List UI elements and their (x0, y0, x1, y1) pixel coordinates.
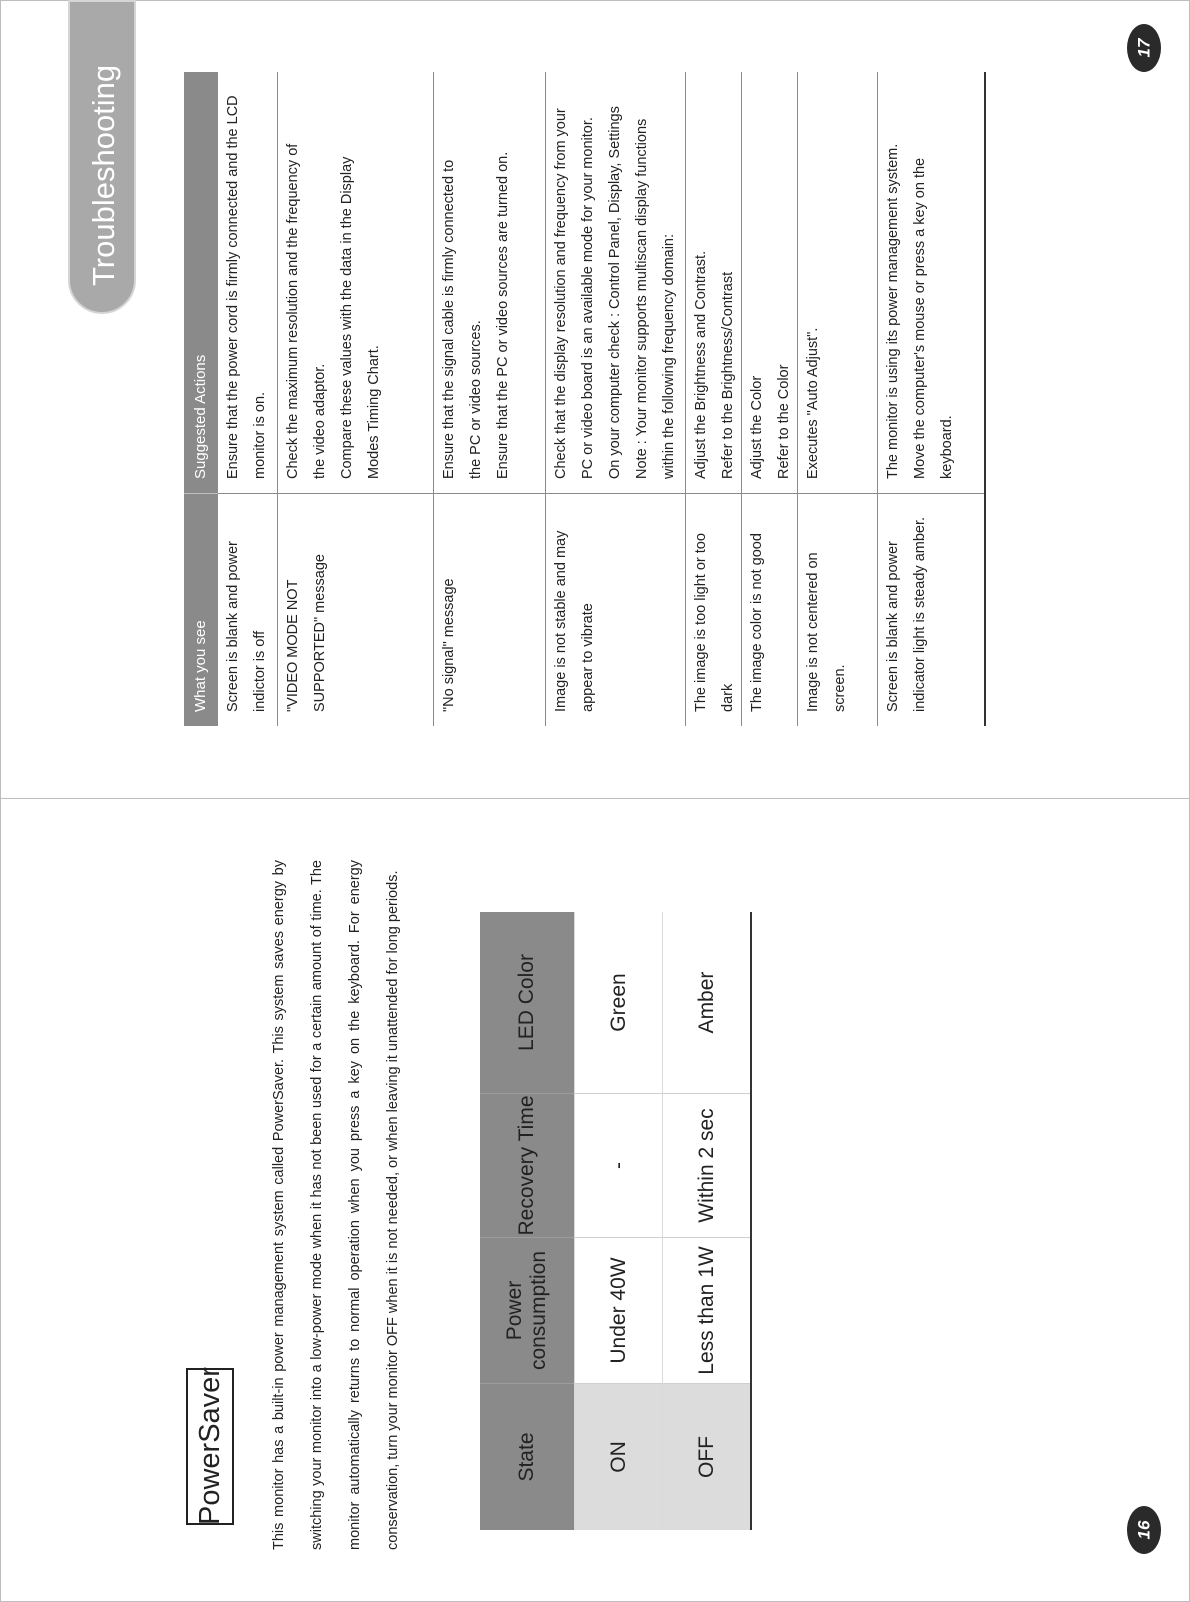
suggested-action-cell (218, 72, 277, 494)
cell-line: Check the maximum resolution and the frequency of (285, 143, 301, 479)
suggested-action-cell (798, 72, 877, 494)
suggested-action-cell (878, 72, 984, 494)
section-title-box (186, 1368, 234, 1525)
what-you-see-cell (742, 494, 797, 726)
cell-line: Note : Your monitor supports multiscan display functions (634, 118, 650, 479)
table-row (218, 72, 278, 726)
cell-line: Ensure that the PC or video sources are turned on. (495, 151, 511, 479)
cell-line: "VIDEO MODE NOT (285, 579, 301, 712)
state-cell: OFF (663, 1384, 750, 1530)
cell-line: appear to vibrate (580, 603, 596, 712)
cell-line: The image is too light or too (693, 533, 709, 712)
cell-line: monitor is on. (252, 391, 268, 479)
led-color-cell: Amber (663, 912, 750, 1094)
cell-line: Adjust the Brightness and Contrast. (693, 250, 709, 479)
troubleshooting-table (184, 72, 992, 726)
powersaver-table (480, 912, 760, 1530)
suggested-action-cell (278, 72, 433, 494)
power-cell: Less than 1W (663, 1238, 750, 1384)
table-row (546, 72, 686, 726)
table-row (434, 72, 546, 726)
cell-line: dark (720, 683, 736, 712)
table-row (574, 912, 662, 1530)
page-number-badge-left: 16 (1127, 1506, 1161, 1554)
cell-line: Image is not stable and may (553, 530, 569, 712)
suggested-action-cell (434, 72, 545, 494)
cell-line: screen. (832, 664, 848, 712)
state-cell: ON (575, 1384, 662, 1530)
led-color-cell: Green (575, 912, 662, 1094)
page-title: Troubleshooting (86, 64, 121, 286)
power-cell: Under 40W (575, 1238, 662, 1384)
description-text: This monitor has a built-in power management system called PowerSaver. This system saves energy by switching your monitor into a low-power mode when it has not been used for a certain amount of time. The monitor automatically returns to normal operation when you press a key on the keyboard. For energy conservation, turn your monitor OFF when it is not needed, or when leaving it unattended for long periods. (271, 860, 401, 1550)
page-number-badge-right: 17 (1127, 24, 1161, 72)
cell-line: SUPPORTED" message (312, 554, 328, 712)
cell-line: within the following frequency domain: (661, 233, 677, 479)
section-tab (68, 0, 136, 314)
cell-line: the PC or video sources. (468, 320, 484, 479)
header-power-consumption: Power consumption (480, 1238, 574, 1384)
table-body (574, 912, 752, 1530)
section-title: PowerSaver (194, 1367, 226, 1525)
cell-line: On your computer check : Control Panel, Display, Settings (607, 106, 623, 479)
table-row (798, 72, 878, 726)
what-you-see-cell (878, 494, 984, 726)
cell-line: Ensure that the power cord is firmly connected and the LCD (225, 95, 241, 479)
what-you-see-cell (686, 494, 741, 726)
what-you-see-cell (798, 494, 877, 726)
what-you-see-cell (434, 494, 545, 726)
cell-line: The monitor is using its power management system. (885, 143, 901, 479)
cell-line: keyboard. (939, 415, 955, 479)
cell-line: PC or video board is an available mode for your monitor. (580, 117, 596, 479)
cell-line: Check that the display resolution and frequency from your (553, 108, 569, 479)
cell-line: The image color is not good (749, 533, 765, 712)
cell-line: Refer to the Color (776, 364, 792, 479)
cell-line: Screen is blank and power (225, 541, 241, 712)
cell-line: Screen is blank and power (885, 541, 901, 712)
table-row (742, 72, 798, 726)
cell-line: the video adaptor. (312, 363, 328, 479)
header-what-you-see: What you see (192, 620, 209, 712)
cell-line: Image is not centered on (805, 552, 821, 712)
cell-line: Refer to the Brightness/Contrast (720, 271, 736, 479)
header-led-color: LED Color (480, 912, 574, 1094)
cell-line: Compare these values with the data in the Display (339, 156, 355, 479)
suggested-action-cell (546, 72, 685, 494)
header-suggested-actions: Suggested Actions (184, 72, 218, 494)
suggested-action-cell (686, 72, 741, 494)
suggested-action-cell (742, 72, 797, 494)
table-row (278, 72, 434, 726)
cell-line: Adjust the Color (749, 375, 765, 479)
recovery-cell: - (575, 1094, 662, 1238)
table-row (878, 72, 986, 726)
what-you-see-cell (218, 494, 277, 726)
cell-line: Move the computer's mouse or press a key on the (912, 157, 928, 479)
what-you-see-cell (546, 494, 685, 726)
table-row (686, 72, 742, 726)
table-header (184, 72, 218, 726)
table-row (662, 912, 752, 1530)
recovery-cell: Within 2 sec (663, 1094, 750, 1238)
cell-line: indictor is off (252, 630, 268, 712)
header-recovery-time: Recovery Time (480, 1094, 574, 1238)
powersaver-description (260, 860, 420, 1550)
table-header (480, 912, 574, 1530)
cell-line: Modes Timing Chart. (366, 345, 382, 479)
cell-line: "No signal" message (441, 578, 457, 712)
table-body (218, 72, 986, 726)
cell-line: Executes "Auto Adjust". (805, 327, 821, 479)
header-state: State (515, 1432, 538, 1482)
page-divider (0, 798, 1190, 799)
what-you-see-cell (278, 494, 433, 726)
cell-line: Ensure that the signal cable is firmly connected to (441, 159, 457, 479)
cell-line: indicator light is steady amber. (912, 516, 928, 712)
